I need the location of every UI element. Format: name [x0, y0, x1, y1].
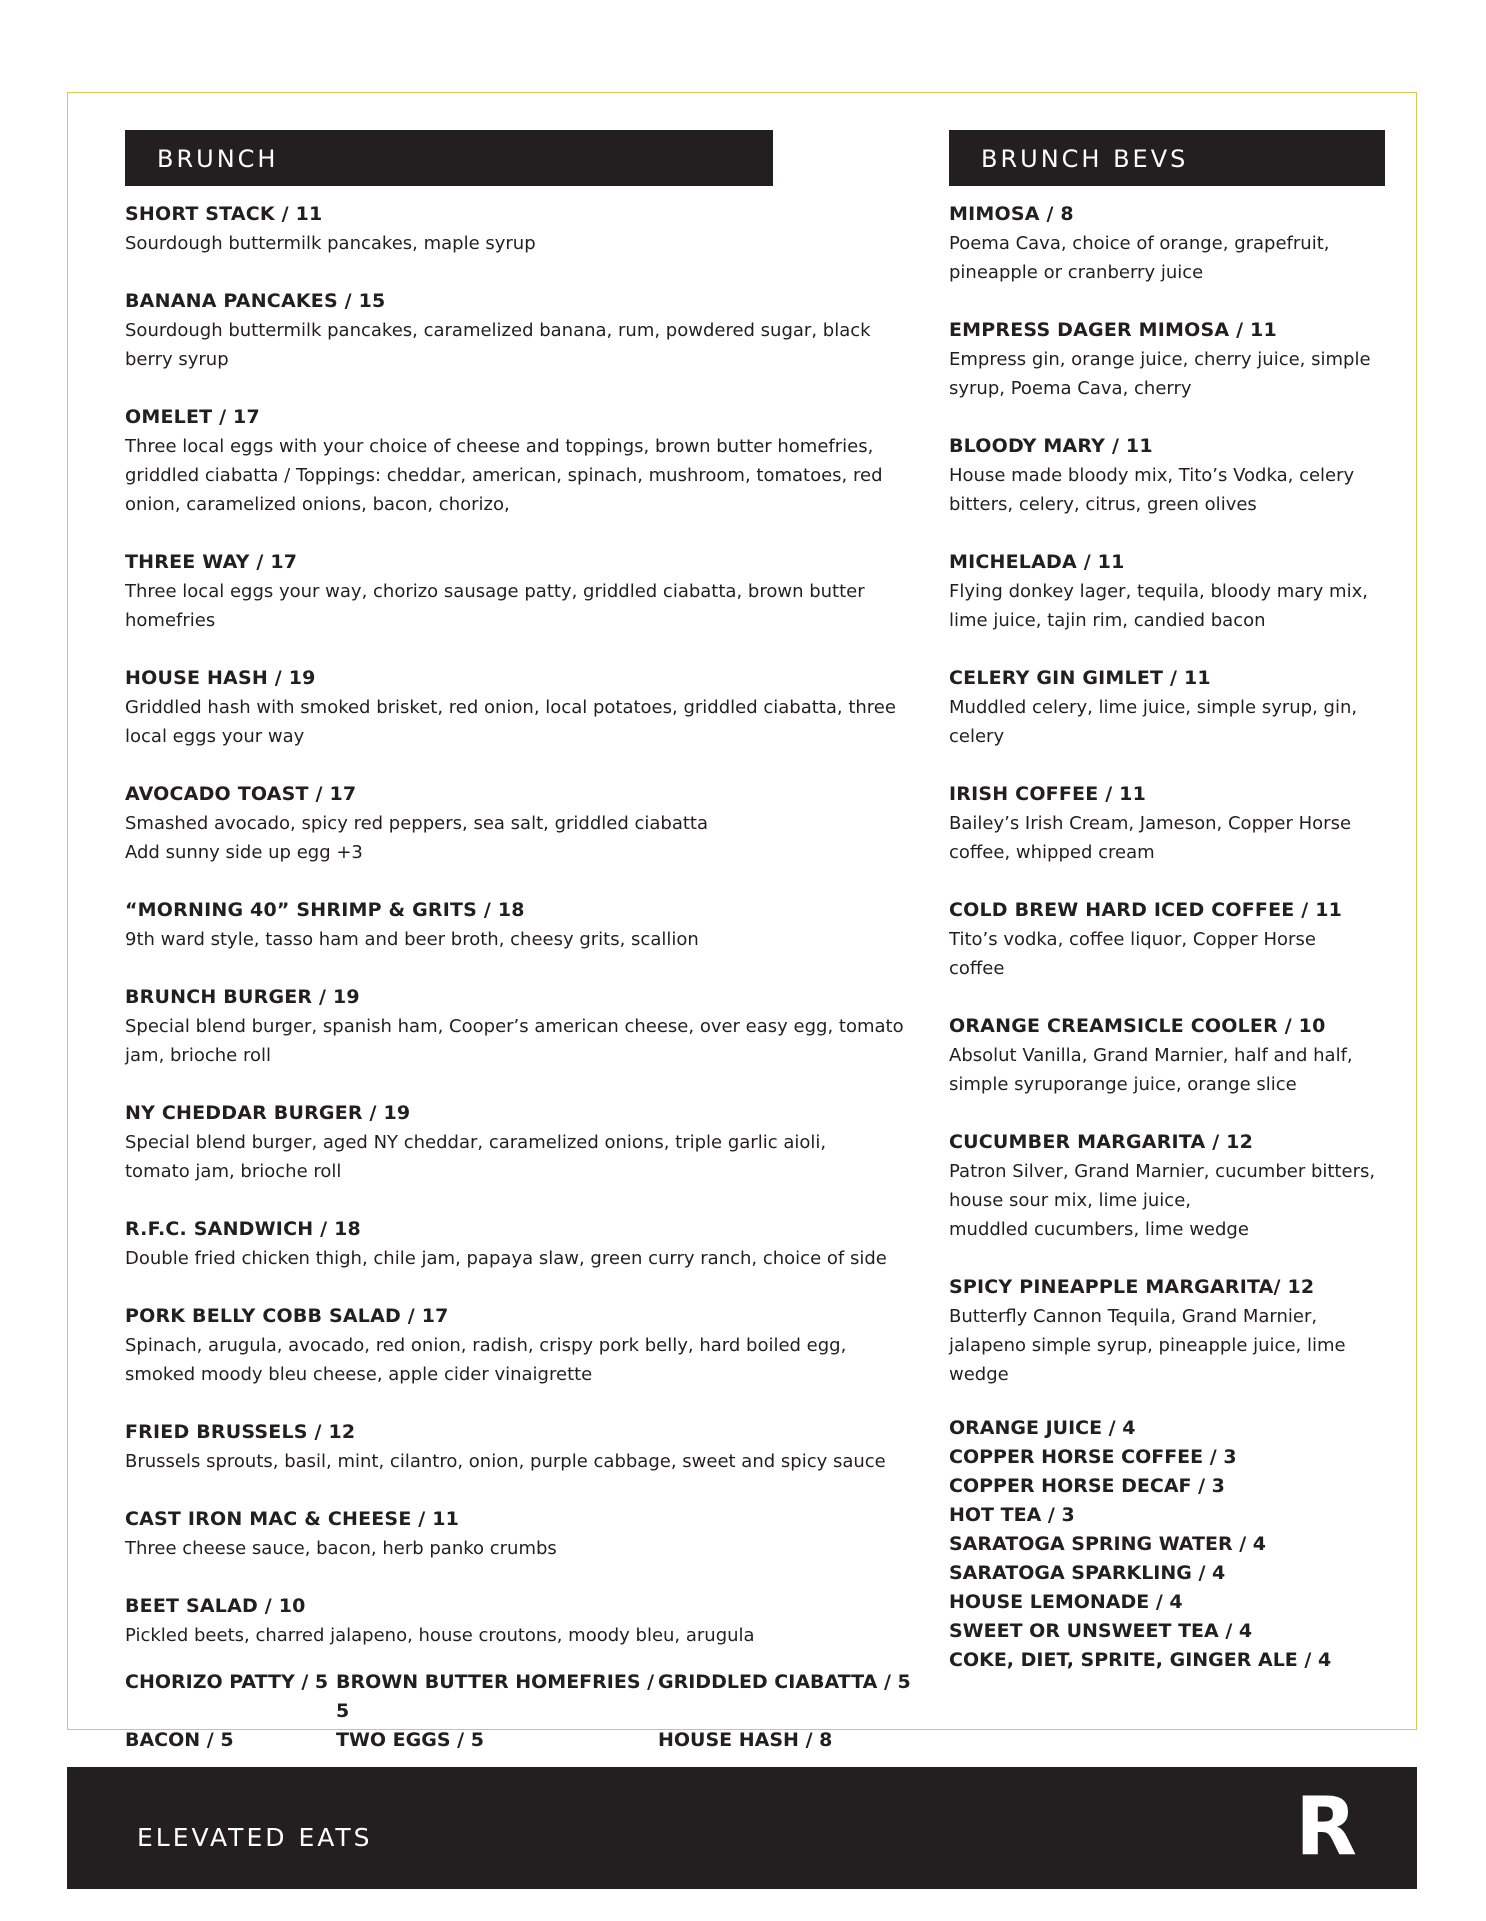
- menu-item-description: Smashed avocado, spicy red peppers, sea salt, griddled ciabatta: [125, 813, 708, 834]
- menu-item: [125, 1505, 925, 1563]
- menu-item-title: SHORT STACK / 11: [125, 203, 323, 225]
- menu-item-description: Special blend burger, spanish ham, Cooper’s american cheese, over easy egg, tomato: [125, 1016, 904, 1037]
- menu-item: [125, 200, 925, 258]
- menu-item-description: Three local eggs your way, chorizo sausage patty, griddled ciabatta, brown butter: [125, 581, 865, 602]
- menu-item-description: Three cheese sauce, bacon, herb panko crumbs: [125, 1538, 557, 1559]
- menu-item-title: BANANA PANCAKES / 15: [125, 290, 386, 312]
- menu-item-description: onion, caramelized onions, bacon, chorizo,: [125, 494, 510, 515]
- menu-item-title: MIMOSA / 8: [949, 203, 1074, 225]
- menu-item-title: FRIED BRUSSELS / 12: [125, 1421, 356, 1443]
- beverage-item: COPPER HORSE COFFEE / 3: [949, 1446, 1237, 1468]
- menu-item-title: BLOODY MARY / 11: [949, 435, 1153, 457]
- beverage-item: HOUSE LEMONADE / 4: [949, 1591, 1183, 1613]
- menu-item-description: Double fried chicken thigh, chile jam, papaya slaw, green curry ranch, choice of side: [125, 1248, 887, 1269]
- menu-item-title: COLD BREW HARD ICED COFFEE / 11: [949, 899, 1343, 921]
- menu-item: [125, 1215, 925, 1273]
- brunch-column: [125, 130, 925, 1679]
- beverage-item: COPPER HORSE DECAF / 3: [949, 1475, 1225, 1497]
- menu-item-title: NY CHEDDAR BURGER / 19: [125, 1102, 411, 1124]
- menu-item-title: IRISH COFFEE / 11: [949, 783, 1146, 805]
- menu-item-description: jam, brioche roll: [125, 1045, 271, 1066]
- menu-item: [949, 548, 1389, 635]
- menu-item-description: pineapple or cranberry juice: [949, 262, 1204, 283]
- menu-item-description: House made bloody mix, Tito’s Vodka, celery: [949, 465, 1355, 486]
- menu-item: [125, 1099, 925, 1186]
- menu-item-description: Three local eggs with your choice of cheese and toppings, brown butter homefries,: [125, 436, 874, 457]
- menu-item-description: Special blend burger, aged NY cheddar, caramelized onions, triple garlic aioli,: [125, 1132, 827, 1153]
- beverage-item: COKE, DIET, SPRITE, GINGER ALE / 4: [949, 1649, 1332, 1671]
- menu-item-description: tomato jam, brioche roll: [125, 1161, 342, 1182]
- menu-item-title: R.F.C. SANDWICH / 18: [125, 1218, 361, 1240]
- menu-item-title: EMPRESS DAGER MIMOSA / 11: [949, 319, 1277, 341]
- menu-item-title: ORANGE CREAMSICLE COOLER / 10: [949, 1015, 1326, 1037]
- menu-item-description: muddled cucumbers, lime wedge: [949, 1219, 1249, 1240]
- menu-item-title: CAST IRON MAC & CHEESE / 11: [125, 1508, 460, 1530]
- menu-item-description: 9th ward style, tasso ham and beer broth, cheesy grits, scallion: [125, 929, 699, 950]
- beverage-item: HOT TEA / 3: [949, 1504, 1075, 1526]
- menu-item-description: Poema Cava, choice of orange, grapefruit,: [949, 233, 1330, 254]
- menu-item: [125, 1592, 925, 1650]
- menu-item: [125, 287, 925, 374]
- menu-item-description: Sourdough buttermilk pancakes, maple syrup: [125, 233, 536, 254]
- menu-item-title: PORK BELLY COBB SALAD / 17: [125, 1305, 449, 1327]
- beverage-item: SARATOGA SPARKLING / 4: [949, 1562, 1226, 1584]
- menu-item-description: Pickled beets, charred jalapeno, house croutons, moody bleu, arugula: [125, 1625, 755, 1646]
- sides-list: [125, 1668, 918, 1755]
- footer-tagline: ELEVATED EATS: [137, 1823, 373, 1852]
- menu-item-description: local eggs your way: [125, 726, 305, 747]
- menu-item: [949, 1128, 1389, 1244]
- menu-item: [125, 664, 925, 751]
- menu-item-description: wedge: [949, 1364, 1009, 1385]
- beverage-item: SWEET OR UNSWEET TEA / 4: [949, 1620, 1253, 1642]
- menu-item-title: BRUNCH BURGER / 19: [125, 986, 360, 1008]
- menu-item-description: Sourdough buttermilk pancakes, caramelized banana, rum, powdered sugar, black: [125, 320, 871, 341]
- menu-item-description: Tito’s vodka, coffee liquor, Copper Horse: [949, 929, 1316, 950]
- brand-logo: R: [1295, 1780, 1357, 1873]
- menu-item: [949, 316, 1389, 403]
- menu-item: [949, 432, 1389, 519]
- menu-item-description: Absolut Vanilla, Grand Marnier, half and half,: [949, 1045, 1353, 1066]
- menu-item-description: berry syrup: [125, 349, 229, 370]
- side-item: HOUSE HASH / 8: [658, 1729, 833, 1751]
- menu-item: [949, 1012, 1389, 1099]
- bev-items: [949, 200, 1389, 1389]
- menu-item-description: smoked moody bleu cheese, apple cider vinaigrette: [125, 1364, 593, 1385]
- menu-item-description: Butterfly Cannon Tequila, Grand Marnier,: [949, 1306, 1318, 1327]
- menu-item: [125, 983, 925, 1070]
- menu-item-description: Empress gin, orange juice, cherry juice, simple: [949, 349, 1371, 370]
- menu-item-title: OMELET / 17: [125, 406, 260, 428]
- menu-item-description: Spinach, arugula, avocado, red onion, radish, crispy pork belly, hard boiled egg,: [125, 1335, 847, 1356]
- menu-item-title: BEET SALAD / 10: [125, 1595, 306, 1617]
- menu-item-description: simple syruporange juice, orange slice: [949, 1074, 1297, 1095]
- menu-item: [949, 1273, 1389, 1389]
- side-item: TWO EGGS / 5: [336, 1729, 484, 1751]
- menu-item-description: celery: [949, 726, 1005, 747]
- beverage-item: ORANGE JUICE / 4: [949, 1417, 1136, 1439]
- menu-item-description: Patron Silver, Grand Marnier, cucumber bitters,: [949, 1161, 1376, 1182]
- brunch-items: [125, 200, 925, 1650]
- menu-item-title: HOUSE HASH / 19: [125, 667, 316, 689]
- menu-item-description: jalapeno simple syrup, pineapple juice, lime: [949, 1335, 1346, 1356]
- menu-item-description: Muddled celery, lime juice, simple syrup, gin,: [949, 697, 1358, 718]
- bevs-header: BRUNCH BEVS: [949, 130, 1385, 186]
- menu-item-title: CUCUMBER MARGARITA / 12: [949, 1131, 1253, 1153]
- menu-item: [125, 403, 925, 519]
- side-item: BACON / 5: [125, 1729, 234, 1751]
- beverage-item: SARATOGA SPRING WATER / 4: [949, 1533, 1266, 1555]
- bevs-column: [949, 130, 1389, 1675]
- brunch-header: BRUNCH: [125, 130, 773, 186]
- menu-item: [125, 1302, 925, 1389]
- menu-item-title: AVOCADO TOAST / 17: [125, 783, 357, 805]
- menu-item-title: THREE WAY / 17: [125, 551, 298, 573]
- menu-item-title: SPICY PINEAPPLE MARGARITA/ 12: [949, 1276, 1315, 1298]
- menu-item: [125, 1418, 925, 1476]
- side-item: BROWN BUTTER HOMEFRIES / 5: [336, 1671, 655, 1722]
- menu-item-description: lime juice, tajin rim, candied bacon: [949, 610, 1266, 631]
- menu-item-description: bitters, celery, citrus, green olives: [949, 494, 1257, 515]
- menu-item-description: Add sunny side up egg +3: [125, 842, 363, 863]
- menu-item-description: coffee: [949, 958, 1005, 979]
- menu-item-description: Bailey’s Irish Cream, Jameson, Copper Horse: [949, 813, 1352, 834]
- menu-item: [949, 200, 1389, 287]
- side-item: CHORIZO PATTY / 5: [125, 1671, 329, 1693]
- menu-item-title: MICHELADA / 11: [949, 551, 1125, 573]
- menu-item-description: syrup, Poema Cava, cherry: [949, 378, 1192, 399]
- footer-bar: [67, 1767, 1417, 1889]
- simple-beverages-list: [949, 1414, 1389, 1675]
- menu-item-description: griddled ciabatta / Toppings: cheddar, american, spinach, mushroom, tomatoes, red: [125, 465, 883, 486]
- menu-item-description: house sour mix, lime juice,: [949, 1190, 1191, 1211]
- menu-item: [125, 548, 925, 635]
- menu-item-title: CELERY GIN GIMLET / 11: [949, 667, 1211, 689]
- menu-item-description: Griddled hash with smoked brisket, red onion, local potatoes, griddled ciabatta, three: [125, 697, 896, 718]
- menu-item: [949, 780, 1389, 867]
- side-item: GRIDDLED CIABATTA / 5: [658, 1671, 911, 1693]
- menu-item: [949, 896, 1389, 983]
- menu-item-description: coffee, whipped cream: [949, 842, 1155, 863]
- menu-item-description: Flying donkey lager, tequila, bloody mary mix,: [949, 581, 1368, 602]
- menu-item-description: Brussels sprouts, basil, mint, cilantro, onion, purple cabbage, sweet and spicy sauce: [125, 1451, 886, 1472]
- menu-item: [125, 780, 925, 867]
- menu-item: [125, 896, 925, 954]
- menu-item: [949, 664, 1389, 751]
- menu-item-description: homefries: [125, 610, 216, 631]
- menu-item-title: “MORNING 40” SHRIMP & GRITS / 18: [125, 899, 525, 921]
